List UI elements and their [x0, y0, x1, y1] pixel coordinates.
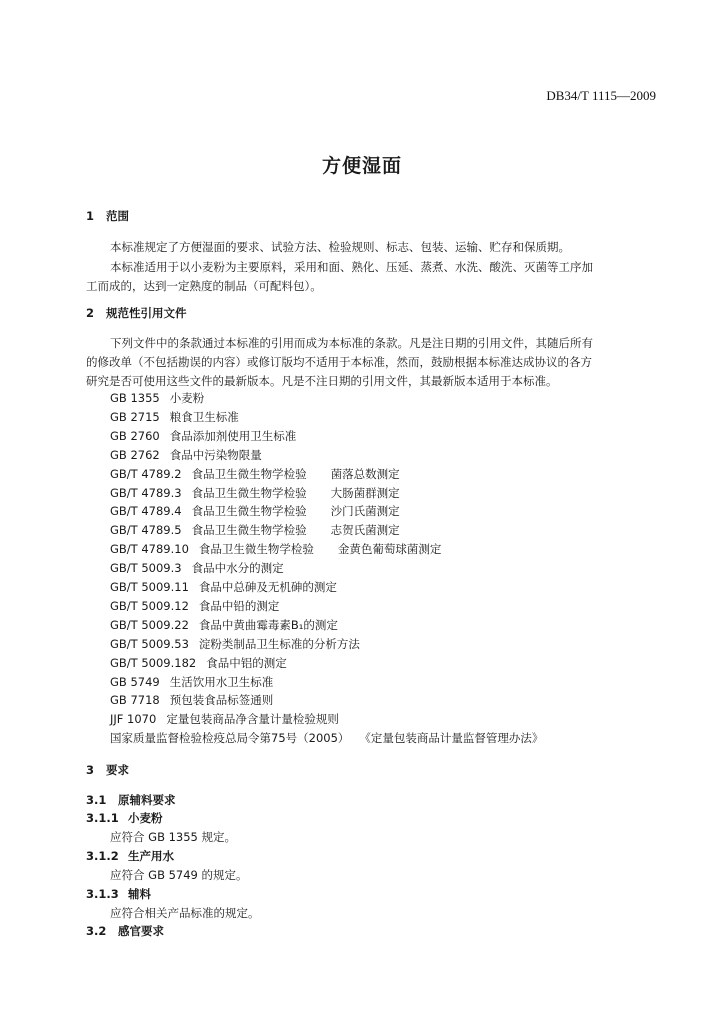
- reference-code: GB/T 4789.5: [110, 523, 182, 538]
- reference-title: 食品卫生微生物学检验: [198, 542, 314, 557]
- subsection-3-1-heading: [86, 791, 176, 809]
- reference-subtitle: 沙门氏菌测定: [330, 504, 400, 519]
- reference-code: 国家质量监督检验检疫总局令第75号（2005）: [110, 731, 350, 746]
- reference-code: GB 7718: [110, 693, 160, 708]
- paragraph-line: 本标准规定了方便湿面的要求、试验方法、检验规则、标志、包装、运输、贮存和保质期。: [110, 240, 570, 254]
- reference-code: GB/T 5009.3: [110, 561, 182, 576]
- reference-code: GB 2715: [110, 409, 160, 424]
- reference-item: [110, 559, 284, 577]
- section-title: 生产用水: [128, 849, 174, 863]
- section-number: 2: [86, 306, 95, 320]
- subsection-3-1-1-heading: [86, 809, 163, 827]
- reference-item: [110, 389, 204, 407]
- reference-subtitle: 菌落总数测定: [330, 466, 400, 481]
- reference-title: 食品中污染物限量: [169, 447, 262, 462]
- reference-title: 食品卫生微生物学检验: [191, 523, 307, 538]
- paragraph-line: 应符合 GB 5749 的规定。: [110, 868, 248, 882]
- paragraph-line: 下列文件中的条款通过本标准的引用而成为本标准的条款。凡是注日期的引用文件，其随后所有: [110, 336, 593, 350]
- reference-title: 预包装食品标签通则: [169, 693, 274, 708]
- section-number: 3.1: [86, 793, 107, 807]
- section-title: 感官要求: [118, 924, 164, 938]
- reference-item: [110, 540, 441, 558]
- reference-code: JJF 1070: [110, 712, 157, 727]
- section-3-heading: [86, 761, 129, 779]
- section-1-heading: [86, 207, 129, 225]
- reference-item: [110, 729, 543, 747]
- reference-item: [110, 673, 273, 691]
- section-number: 3.2: [86, 924, 107, 938]
- reference-title: 食品卫生微生物学检验: [191, 466, 307, 481]
- paragraph-line: 应符合 GB 1355 规定。: [110, 830, 237, 844]
- reference-title: 小麦粉: [169, 391, 205, 405]
- document-title: 方便湿面: [321, 155, 402, 177]
- reference-item: [110, 408, 239, 426]
- reference-subtitle: 金黄色葡萄球菌测定: [337, 542, 442, 557]
- reference-code: GB 2760: [110, 428, 160, 443]
- paragraph-line: 的修改单（不包括勘误的内容）或修订版均不适用于本标准，然而，鼓励根据本标准达成协议的各方: [86, 355, 592, 369]
- subsection-3-2-heading: [86, 922, 164, 940]
- reference-item: [110, 691, 273, 709]
- section-title: 要求: [106, 763, 129, 777]
- section-title: 小麦粉: [128, 811, 163, 825]
- reference-code: GB/T 4789.4: [110, 504, 182, 519]
- paragraph-line: 应符合相关产品标准的规定。: [110, 906, 260, 920]
- section-number: 1: [86, 209, 95, 223]
- reference-item: [110, 654, 287, 672]
- section-number: 3: [86, 763, 95, 777]
- reference-code: GB/T 5009.53: [110, 636, 189, 651]
- reference-item: [110, 521, 400, 539]
- reference-item: [110, 578, 337, 596]
- reference-title: 食品卫生微生物学检验: [191, 504, 307, 519]
- reference-code: GB 1355: [110, 391, 160, 405]
- section-number: 3.1.3: [86, 887, 119, 901]
- section-2-heading: [86, 304, 187, 322]
- reference-item: [110, 597, 279, 615]
- reference-title: 食品中铝的测定: [206, 655, 287, 670]
- reference-code: GB 2762: [110, 447, 160, 462]
- reference-title: 淀粉类制品卫生标准的分析方法: [198, 636, 360, 651]
- reference-item: [110, 502, 400, 520]
- reference-item: [110, 616, 338, 634]
- reference-title: 生活饮用水卫生标准: [169, 674, 274, 689]
- reference-title: 食品卫生微生物学检验: [191, 485, 307, 500]
- standard-code: DB34/T 1115—2009: [546, 88, 656, 103]
- reference-title: 食品中水分的测定: [191, 561, 284, 576]
- section-number: 3.1.1: [86, 811, 119, 825]
- section-title: 辅料: [128, 887, 151, 901]
- reference-item: [110, 484, 400, 502]
- reference-item: [110, 446, 262, 464]
- reference-code: GB/T 5009.22: [110, 617, 189, 632]
- reference-code: GB/T 4789.3: [110, 485, 182, 500]
- reference-title: 粮食卫生标准: [169, 409, 239, 424]
- reference-subtitle: 大肠菌群测定: [330, 485, 400, 500]
- reference-title: 食品中铅的测定: [198, 598, 280, 613]
- reference-subtitle: 志贺氏菌测定: [330, 523, 400, 538]
- reference-item: [110, 465, 400, 483]
- reference-code: GB/T 4789.2: [110, 466, 182, 481]
- reference-code: GB/T 5009.11: [110, 580, 189, 594]
- reference-title: 食品添加剂使用卫生标准: [169, 428, 297, 443]
- reference-code: GB/T 5009.182: [110, 655, 197, 670]
- reference-title: 食品中黄曲霉毒素B₁的测定: [198, 617, 338, 632]
- section-title: 规范性引用文件: [106, 306, 187, 320]
- paragraph-line: 研究是否可使用这些文件的最新版本。凡是不注日期的引用文件，其最新版本适用于本标准。: [86, 374, 558, 388]
- reference-title: 定量包装商品净含量计量检验规则: [166, 712, 339, 727]
- paragraph-line: 本标准适用于以小麦粉为主要原料，采用和面、熟化、压延、蒸煮、水洗、酸洗、灭菌等工序加: [110, 260, 593, 274]
- section-number: 3.1.2: [86, 849, 119, 863]
- reference-code: GB/T 5009.12: [110, 598, 189, 613]
- reference-title: 《定量包装商品计量监督管理办法》: [359, 731, 544, 746]
- section-title: 范围: [106, 209, 129, 223]
- reference-code: GB/T 4789.10: [110, 542, 189, 557]
- subsection-3-1-2-heading: [86, 847, 174, 865]
- section-title: 原辅料要求: [118, 793, 176, 807]
- reference-item: [110, 427, 296, 445]
- subsection-3-1-3-heading: [86, 885, 151, 903]
- reference-item: [110, 710, 339, 728]
- reference-title: 食品中总砷及无机砷的测定: [198, 580, 337, 594]
- reference-code: GB 5749: [110, 674, 160, 689]
- paragraph-line: 工而成的，达到一定熟度的制品（可配料包）。: [86, 279, 322, 293]
- reference-item: [110, 635, 360, 653]
